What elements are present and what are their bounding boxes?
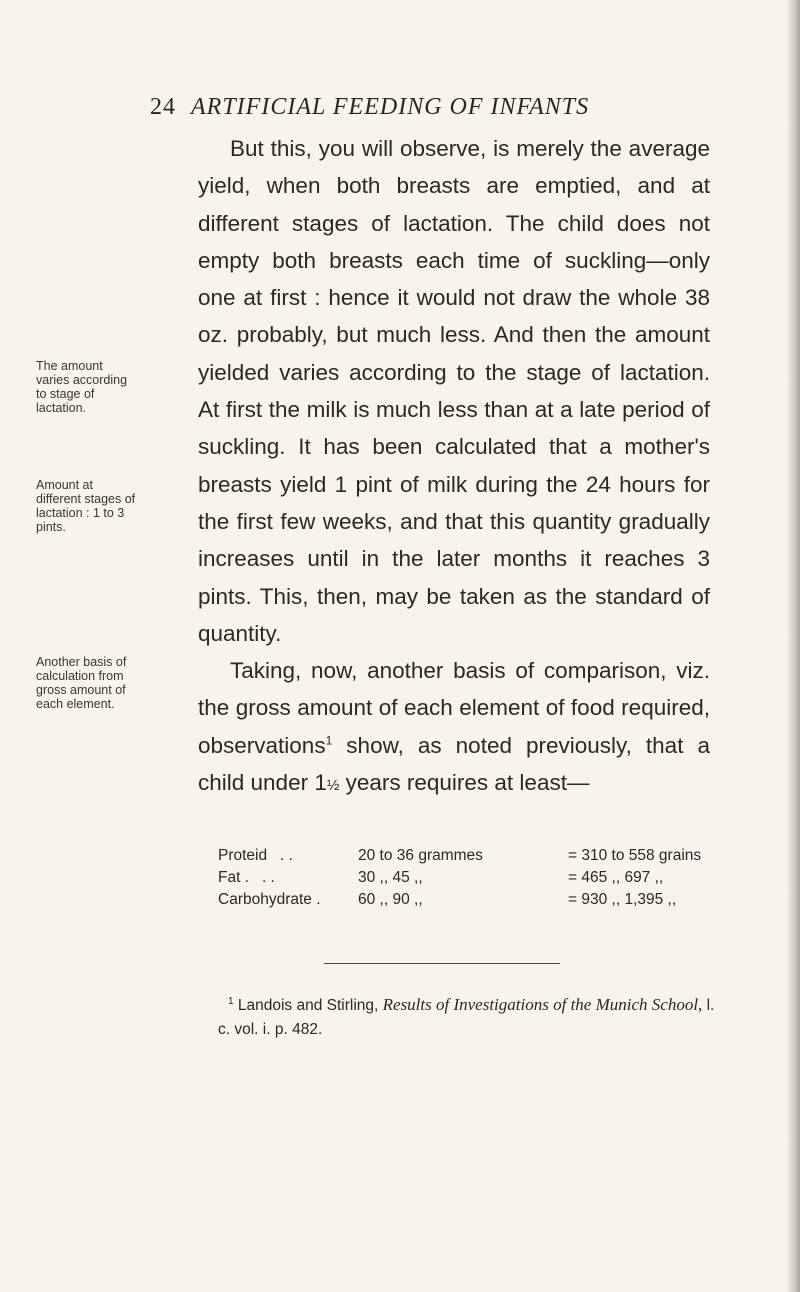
body-text: [198, 130, 710, 804]
grammes-cell: 30 ,, 45 ,,: [358, 869, 423, 886]
margin-note-amount-stages: Amount at different stages of lactation : 1 to 3 pints.: [36, 478, 136, 534]
element-cell: [218, 867, 358, 889]
leader-dots: . .: [261, 869, 275, 886]
footnote-reference: 1: [325, 733, 333, 748]
page-number: 24: [150, 94, 176, 120]
footnote-ref: l. c. vol. i. p. 482.: [218, 997, 715, 1039]
element-name: Carbohydrate: [218, 891, 312, 908]
footnote-title: Results of Investigations of the Munich School,: [382, 995, 703, 1015]
requirements-table: [218, 845, 701, 911]
grains-cell: = 930 ,, 1,395 ,,: [568, 891, 677, 908]
margin-note-amount-varies: The amount varies according to stage of lactation.: [36, 359, 128, 415]
element-cell: [218, 889, 358, 911]
footnote-mark: 1: [228, 996, 234, 1007]
element-cell: [218, 845, 358, 867]
element-name: Proteid: [218, 847, 268, 864]
leader-dots: . .: [280, 847, 293, 864]
grains-cell: = 465 ,, 697 ,,: [568, 869, 664, 886]
element-name: Fat .: [218, 869, 250, 886]
page-header: [150, 94, 710, 121]
leader-dots: .: [316, 891, 321, 908]
margin-note-another-basis: Another basis of calculation from gross amount of each element.: [36, 655, 127, 711]
paragraph-basis-mid: show, as noted previously, that a child under 1: [198, 732, 710, 796]
footnote: [218, 990, 718, 1042]
paragraph-basis: [198, 652, 710, 804]
paragraph-yield: But this, you will observe, is merely the average yield, when both breasts are emptied, and at different stages of lactation. The child does not empty both breasts each time of suckling—only one at first : hence it would not draw the whole 38 oz. probably, but much less. And then the amount yielded varies according to the stage of lactation. At first the milk is much less than at a late period of suckling. It has been calculated that a mother's breasts yield 1 pint of milk during the 24 hours for the first few weeks, and that this quantity gradually increases until in the later months it reaches 3 pints. This, then, may be taken as the standard of quantity.: [198, 136, 710, 646]
grammes-cell: 60 ,, 90 ,,: [358, 891, 423, 908]
table-row: [218, 867, 701, 889]
grains-cell: = 310 to 558 grains: [568, 847, 702, 864]
grammes-cell: 20 to 36 grammes: [358, 847, 483, 864]
page-edge-shadow: [786, 0, 800, 1292]
table-row: [218, 889, 701, 911]
paragraph-basis-end: years requires at least—: [339, 770, 590, 796]
running-title: ARTIFICIAL FEEDING OF INFANTS: [191, 94, 590, 120]
paragraph-basis-start: Taking, now, another basis of comparison, viz. the gross amount of each element of food required, observations: [198, 658, 710, 758]
fraction-half: ½: [326, 777, 340, 795]
table-row: [218, 845, 701, 867]
footnote-divider: [324, 963, 560, 964]
footnote-authors: Landois and Stirling,: [237, 997, 383, 1015]
